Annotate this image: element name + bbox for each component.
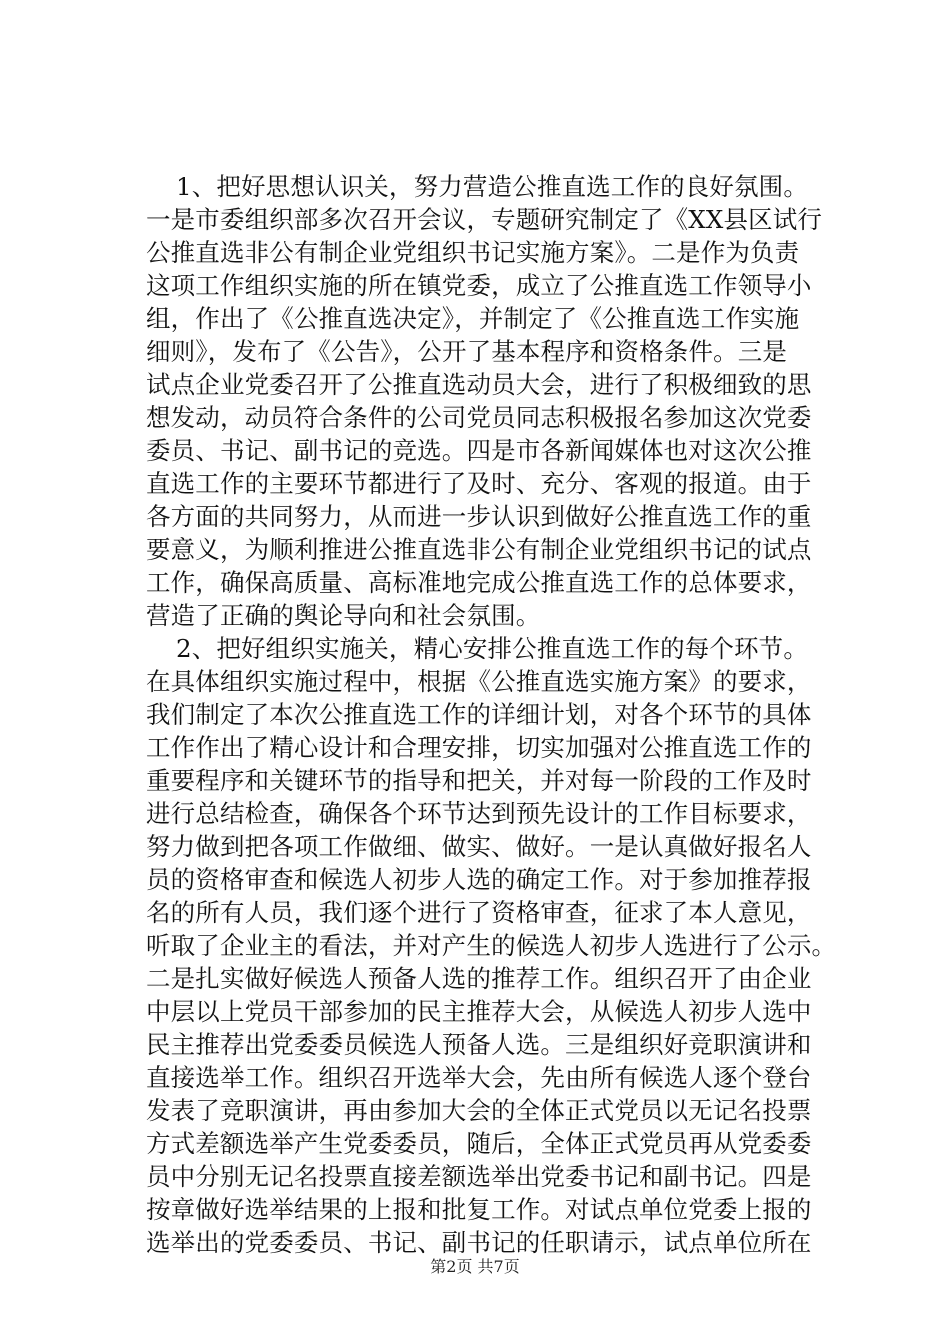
paragraph-line: 员中分别无记名投票直接差额选举出党委书记和副书记。四是 xyxy=(146,1162,812,1191)
paragraph-line: 按章做好选举结果的上报和批复工作。对试点单位党委上报的 xyxy=(146,1195,812,1224)
paragraph-line: 直接选举工作。组织召开选举大会，先由所有候选人逐个登台 xyxy=(146,1063,812,1092)
paragraph-1 xyxy=(146,170,846,632)
paragraph-2 xyxy=(146,632,846,1259)
paragraph-line: 二是扎实做好候选人预备人选的推荐工作。组织召开了由企业 xyxy=(146,964,812,993)
paragraph-line: 要意义，为顺利推进公推直选非公有制企业党组织书记的试点 xyxy=(146,535,812,564)
paragraph-line: 各方面的共同努力，从而进一步认识到做好公推直选工作的重 xyxy=(146,502,812,531)
paragraph-line: 想发动，动员符合条件的公司党员同志积极报名参加这次党委 xyxy=(146,403,812,432)
page-number-footer: 第2页 共7页 xyxy=(430,1257,520,1276)
document-body xyxy=(146,170,846,1259)
paragraph-line: 听取了企业主的看法，并对产生的候选人初步人选进行了公示。 xyxy=(146,931,837,960)
paragraph-line: 重要程序和关键环节的指导和把关，并对每一阶段的工作及时 xyxy=(146,766,812,795)
paragraph-line: 试点企业党委召开了公推直选动员大会，进行了积极细致的思 xyxy=(146,370,812,399)
paragraph-line: 直选工作的主要环节都进行了及时、充分、客观的报道。由于 xyxy=(146,469,812,498)
paragraph-line: 公推直选非公有制企业党组织书记实施方案》。二是作为负责 xyxy=(146,238,800,267)
paragraph-line: 一是市委组织部多次召开会议，专题研究制定了《XX县区试行 xyxy=(146,205,823,234)
paragraph-line: 2、把好组织实施关，精心安排公推直选工作的每个环节。 xyxy=(176,634,808,663)
paragraph-line: 员的资格审查和候选人初步人选的确定工作。对于参加推荐报 xyxy=(146,865,812,894)
paragraph-line: 中层以上党员干部参加的民主推荐大会，从候选人初步人选中 xyxy=(146,997,812,1026)
paragraph-line: 选举出的党委委员、书记、副书记的任职请示，试点单位所在 xyxy=(146,1228,812,1257)
paragraph-line: 细则》，发布了《公告》，公开了基本程序和资格条件。三是 xyxy=(146,337,788,366)
paragraph-line: 进行总结检查，确保各个环节达到预先设计的工作目标要求， xyxy=(146,799,812,828)
paragraph-line: 民主推荐出党委委员候选人预备人选。三是组织好竞职演讲和 xyxy=(146,1030,812,1059)
paragraph-line: 这项工作组织实施的所在镇党委，成立了公推直选工作领导小 xyxy=(146,271,812,300)
paragraph-line: 努力做到把各项工作做细、做实、做好。一是认真做好报名人 xyxy=(146,832,812,861)
paragraph-line: 名的所有人员，我们逐个进行了资格审查，征求了本人意见， xyxy=(146,898,812,927)
paragraph-line: 工作，确保高质量、高标准地完成公推直选工作的总体要求， xyxy=(146,568,812,597)
paragraph-line: 发表了竞职演讲，再由参加大会的全体正式党员以无记名投票 xyxy=(146,1096,812,1125)
paragraph-line: 在具体组织实施过程中，根据《公推直选实施方案》的要求， xyxy=(146,667,812,696)
paragraph-line: 1、把好思想认识关，努力营造公推直选工作的良好氛围。 xyxy=(176,172,808,201)
paragraph-line: 我们制定了本次公推直选工作的详细计划，对各个环节的具体 xyxy=(146,700,812,729)
paragraph-line: 营造了正确的舆论导向和社会氛围。 xyxy=(146,601,541,630)
paragraph-line: 方式差额选举产生党委委员，随后，全体正式党员再从党委委 xyxy=(146,1129,812,1158)
paragraph-line: 工作作出了精心设计和合理安排，切实加强对公推直选工作的 xyxy=(146,733,812,762)
paragraph-line: 组，作出了《公推直选决定》，并制定了《公推直选工作实施 xyxy=(146,304,800,333)
paragraph-line: 委员、书记、副书记的竞选。四是市各新闻媒体也对这次公推 xyxy=(146,436,812,465)
